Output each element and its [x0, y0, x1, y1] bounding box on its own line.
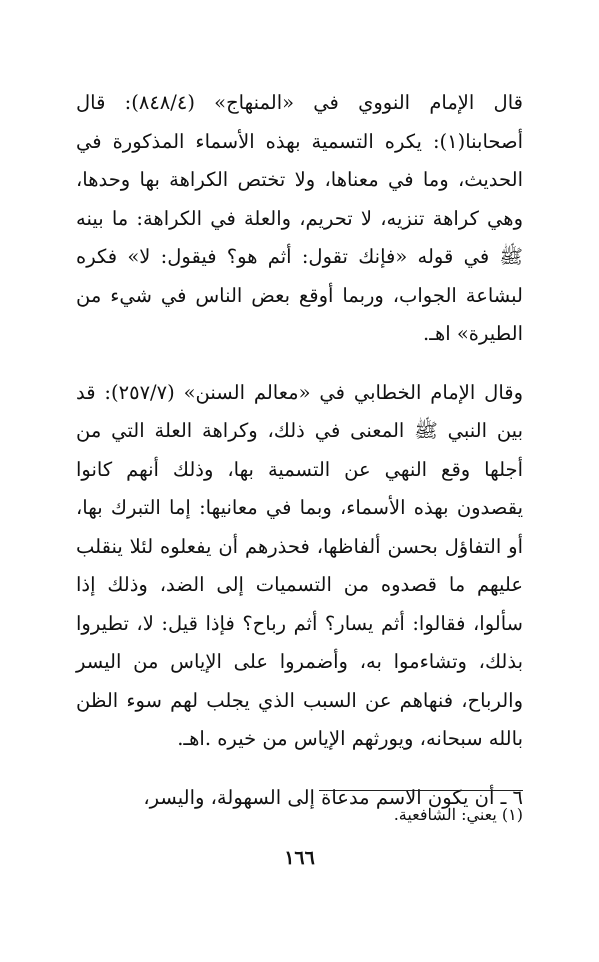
paragraph-nawawi-quote: قال الإمام النووي في «المنهاج» (٨٤٨/٤): قال أصحابنا(١): يكره التسمية بهذه الأسماء المذكورة في الحديث، وما في معناها، ولا تختص الكراهة بها وحدها، وهي كراهة تنزيه، لا تحريم، والعلة في الكراهة: ما بينه ﷺ في قوله «فإنك تقول: أثم هو؟ فيقول: لا» فكره لبشاعة الجواب، وربما أوقع بعض الناس في شيء من الطيرة» اهـ.	[76, 91, 523, 345]
page-body	[76, 84, 523, 817]
footnote: (١) يعني: الشافعية.	[393, 805, 523, 824]
footnote-separator	[319, 790, 523, 791]
paragraph-point-six: ٦ ـ أن يكون الاسم مدعاة إلى السهولة، واليسر،	[143, 785, 523, 809]
paragraph-khattabi-quote: وقال الإمام الخطابي في «معالم السنن» (٢٥٧/٧): قد بين النبي ﷺ المعنى في ذلك، وكراهة العلة التي من أجلها وقع النهي عن التسمية بها، وذلك أنهم كانوا يقصدون بهذه الأسماء، وبما في معانيها: إما التبرك بها، أو التفاؤل بحسن ألفاظها، فحذرهم أن يفعلوه لئلا ينقلب عليهم ما قصدوه من التسميات إلى الضد، وذلك إذا سألوا، فقالوا: أثم يسار؟ أثم رباح؟ فإذا قيل: لا، تطيروا بذلك، وتشاءموا به، وأضمروا على الإياس من اليسر والرباح، فنهاهم عن السبب الذي يجلب لهم سوء الظن بالله سبحانه، ويورثهم الإياس من خيره .اهـ.	[76, 380, 524, 750]
page-number: ١٦٦	[284, 847, 315, 869]
